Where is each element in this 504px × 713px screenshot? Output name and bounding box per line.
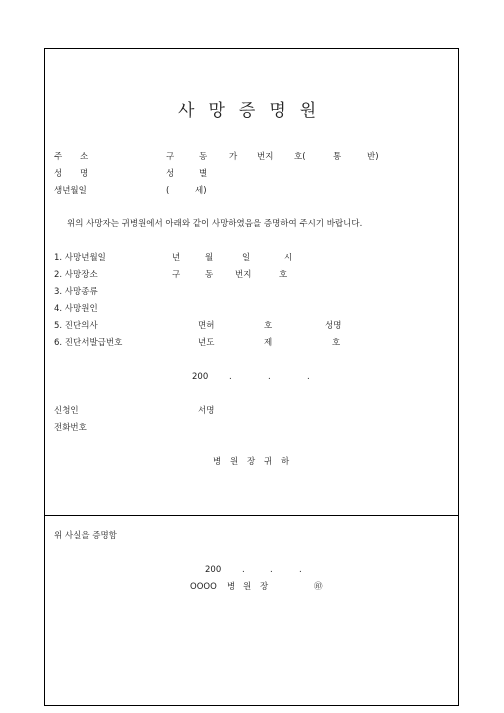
item-doctor: 5. 진단의사 <box>54 321 98 331</box>
address-ho: 호( <box>294 152 306 162</box>
document-frame <box>44 48 459 706</box>
death-hour: 시 <box>284 253 293 263</box>
doctor-license-no: 호 <box>264 321 273 331</box>
item-death-place: 2. 사망장소 <box>54 270 98 280</box>
birthdate-label: 생년월일 <box>54 186 87 196</box>
date-year: 200 <box>192 372 209 382</box>
cert-date-dot: . <box>242 565 245 575</box>
doctor-license: 면허 <box>198 321 215 331</box>
age-open: ( <box>166 186 170 196</box>
cert-ho: 호 <box>332 338 341 348</box>
doctor-name: 성명 <box>325 321 342 331</box>
item-death-datetime: 1. 사망년월일 <box>54 253 106 263</box>
date-dot: . <box>307 372 310 382</box>
death-day: 일 <box>242 253 251 263</box>
phone-label: 전화번호 <box>54 423 87 433</box>
section-divider <box>44 515 459 516</box>
item-death-type: 3. 사망종류 <box>54 287 98 297</box>
title-char: 명 <box>269 101 286 121</box>
death-month: 월 <box>205 253 214 263</box>
place-ho: 호 <box>279 270 288 280</box>
address-ban: 반) <box>367 152 379 162</box>
gender-label-2: 별 <box>199 169 208 179</box>
seal-mark: ㊞ <box>314 582 323 592</box>
age-close: 세) <box>195 186 207 196</box>
cert-date-dot: . <box>299 565 302 575</box>
place-bunji: 번지 <box>235 270 252 280</box>
title-char: 증 <box>238 101 256 121</box>
director-char: 장 <box>260 582 269 592</box>
addressee-char: 원 <box>230 457 239 467</box>
addressee-char: 장 <box>247 457 256 467</box>
cert-year: 년도 <box>198 338 215 348</box>
title-char: 망 <box>208 101 225 121</box>
request-sentence: 위의 사망자는 귀병원에서 아래와 같이 사망하였음을 증명하여 주시기 바랍니다. <box>67 219 363 229</box>
address-tong: 통 <box>333 152 342 162</box>
name-label-2: 명 <box>80 169 89 179</box>
hospital-name: OOOO <box>190 582 217 592</box>
cert-date-year: 200 <box>205 565 222 575</box>
item-certificate-no: 6. 진단서발급번호 <box>54 338 123 348</box>
document-title <box>178 96 316 121</box>
address-ga: 가 <box>229 152 238 162</box>
applicant-sign: 서명 <box>198 406 215 416</box>
certification-text: 위 사실을 증명함 <box>54 531 117 541</box>
address-label-2: 소 <box>80 152 89 162</box>
cert-date-dot: . <box>270 565 273 575</box>
director-char: 원 <box>243 582 252 592</box>
name-label-1: 성 <box>54 169 63 179</box>
place-gu: 구 <box>172 270 181 280</box>
cert-je: 제 <box>264 338 273 348</box>
addressee-char: 병 <box>213 457 222 467</box>
item-death-cause: 4. 사망원인 <box>54 304 98 314</box>
place-dong: 동 <box>205 270 214 280</box>
gender-label-1: 성 <box>166 169 175 179</box>
addressee-char: 하 <box>281 457 290 467</box>
date-dot: . <box>229 372 232 382</box>
death-year: 년 <box>172 253 181 263</box>
address-dong: 동 <box>199 152 208 162</box>
title-char: 원 <box>299 101 317 121</box>
director-char: 병 <box>227 582 236 592</box>
applicant-label: 신청인 <box>54 406 79 416</box>
date-dot: . <box>268 372 271 382</box>
address-gu: 구 <box>166 152 175 162</box>
address-bunji: 번지 <box>257 152 274 162</box>
title-char: 사 <box>178 101 195 121</box>
addressee-char: 귀 <box>264 457 273 467</box>
address-label-1: 주 <box>54 152 63 162</box>
